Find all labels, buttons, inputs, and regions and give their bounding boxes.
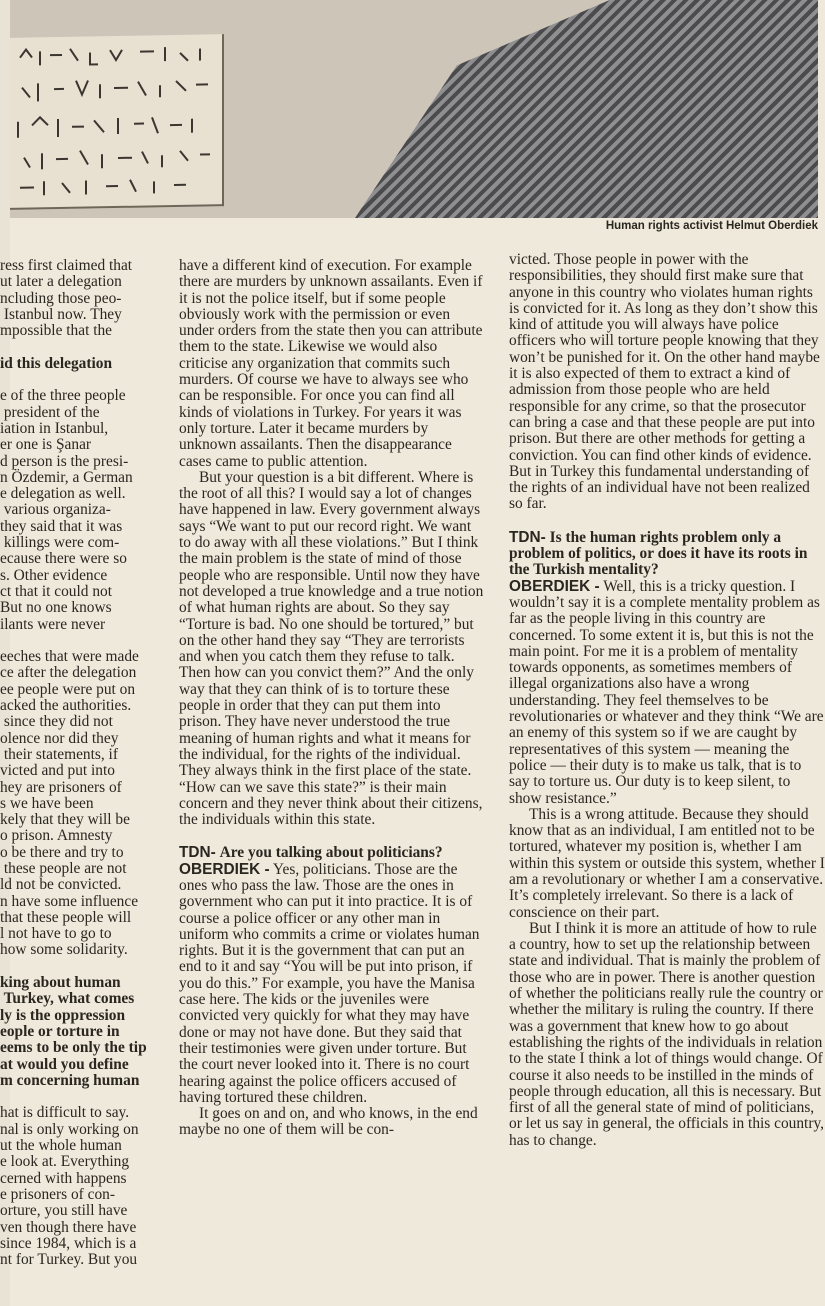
question <box>509 530 825 579</box>
column-1-line: kely that they will be <box>0 811 130 829</box>
embroidered-fabric <box>10 34 224 210</box>
column-1-line: these people are not <box>0 859 127 877</box>
column-1-line: s. Other evidence <box>0 566 108 584</box>
answer-text: Yes, politicians. Those are the ones who pass the law. Those are the ones in government who can put it into practice. It is of course a police officer or any other man in uniform who commits a crime or violates human rights. But it is the government that can put an end to it and say “You will be put into prison, if you do this.” For example, you have the Manisa case here. The kids or the juveniles were convicted very quickly for what they may have done or may not have done. But they said that their testimonies were given under torture. But the court never looked into it. There is no court hearing against the police officers accused of having tortured these children. <box>179 860 480 1106</box>
column-1-line: ven though there have <box>0 1218 137 1236</box>
column-1-line: ilants were never <box>0 615 106 633</box>
column-1-line: ce after the delegation <box>0 664 137 682</box>
striped-shirt <box>355 0 818 218</box>
column-1-line: e of the three people <box>0 387 126 405</box>
column-1-line: n have some influence <box>0 892 139 910</box>
column-1-line: since they did not <box>0 713 113 731</box>
column-1-line: m concerning human <box>0 1071 140 1089</box>
paragraph: have a different kind of execution. For example there are murders by unknown assailants. Even if it is not the police itself, but if some people obviously work with the permission or even under orders from the state then you can attribute them to the state. Likewise we would also criticise any organization that commits such murders. Of course we have to always see who can be responsible. For once you can find all kinds of violations in Turkey. For years it was only torture. Later it became murders by unknown assailants. Then the disappearance cases came to public attention. <box>179 258 483 470</box>
column-1-line: president of the <box>0 403 100 421</box>
column-1-line <box>0 633 164 649</box>
paragraph: But your question is a bit different. Where is the root of all this? I would say a lot of changes have happened in law. Every government always says “We want to put our record right. We want to do away with all these violations.” But I think the main problem is the state of mind of those people who are responsible. Until now they have not developed a true knowledge and a true notion of what human rights are about. So they say “Torture is bad. No one should be tortured,” but on the other hand they say “They are terrorists and when you catch them they refuse to talk. Then how can you convict them?” And the only way that they can think of is to torture these people in order that they can put them into prison. They have never understood the true meaning of human rights and what it means for the individual, for the rights of the individual. They always think in the first place of the state. “How can we save this state?” is their main concern and they never think about their citizens, the individuals within this state. <box>179 468 484 829</box>
column-1-line: hat is difficult to say. <box>0 1104 130 1122</box>
column-1-line: ly is the oppression <box>0 1006 126 1024</box>
column-1 <box>0 258 164 1306</box>
paragraph: victed. Those people in power with the responsibilities, they should first make sure that anyone in this country who violates human rights is convicted for it. As long as they don’t show this kind of attitude you will always have police officers who will torture people knowing that they won’t be punished for it. On the other hand maybe it is also expected of them to extract a kind of admission from those people who are held responsible for any crime, so that the prosecutor can bring a case and that these people are put into prison. But there are other methods for getting a conviction. You can find other kinds of evidence. But in Turkey this fundamental understanding of the rights of an individual have not been realized so far. <box>509 252 820 513</box>
column-1-line: mpossible that the <box>0 322 112 340</box>
column-1-line: they said that it was <box>0 517 123 535</box>
question <box>179 845 486 861</box>
paragraph: This is a wrong attitude. Because they should know that as an individual, I am entitled not to be tortured, whatever my position is, whether I am within this system or outside this system, whether I am a revolutionary or whether I am a conservative. It’s completely irrelevant. So there is a lack of conscience on their part. <box>509 805 825 921</box>
column-1-line <box>0 959 164 975</box>
column-1-line: l not have to go to <box>0 925 112 943</box>
column-1-line: nal is only working on <box>0 1120 139 1138</box>
column-1-line: d person is the presi- <box>0 452 129 470</box>
oberdiek-label: OBERDIEK - <box>179 860 270 878</box>
column-1-line: n Özdemir, a German <box>0 468 133 486</box>
column-1-line: at would you define <box>0 1055 129 1073</box>
column-1-line: various organiza- <box>0 501 111 519</box>
column-1-line: king about human <box>0 974 121 992</box>
question-text: Are you talking about politicians? <box>219 844 443 862</box>
column-1-line: cerned with happens <box>0 1169 127 1187</box>
column-1-line: their statements, if <box>0 745 118 763</box>
column-1-line: eople or torture in <box>0 1022 120 1040</box>
column-1-line: Turkey, what comes <box>0 990 135 1008</box>
column-1-line: s we have been <box>0 794 94 812</box>
column-1-line: ncluding those peo- <box>0 289 122 307</box>
paragraph: It goes on and on, and who knows, in the end maybe no one of them will be con- <box>179 1105 478 1139</box>
column-1-line: ut the whole human <box>0 1137 122 1155</box>
column-1-line: ecause there were so <box>0 550 127 568</box>
column-1-line: victed and put into <box>0 762 115 780</box>
column-1-line: eeches that were made <box>0 648 139 666</box>
column-1-line: o prison. Amnesty <box>0 827 113 845</box>
answer-text: Well, this is a tricky question. I wouldn’t say it is a complete mentality problem as far as the people living in this country are concerned. To some extent it is, but this is not the main point. For me it is a problem of mentality towards opponents, as sometimes members of illegal organizations also have a wrong understanding. They feel themselves to be revolutionaries or whatever and they think “We are an enemy of this system so if we are caught by representatives of this system — meaning the police — their duty is to make us talk, that is to say to torture us. Our duty is to keep silent, to show resistance.” <box>509 577 824 807</box>
column-1-line <box>0 339 164 355</box>
photo-caption: Human rights activist Helmut Oberdiek <box>605 220 818 232</box>
column-1-line: acked the authorities. <box>0 697 132 715</box>
column-1-line: ee people were put on <box>0 680 136 698</box>
column-2 <box>179 258 486 1306</box>
column-1-line: killings were com- <box>0 534 120 552</box>
answer <box>509 579 825 807</box>
question-text: Is the human rights problem only a problem of politics, or does it have its roots in the Turkish mentality? <box>509 528 808 579</box>
column-3 <box>509 252 825 1306</box>
column-1-line: But no one knows <box>0 599 112 617</box>
photo <box>10 0 818 218</box>
column-1-line: er one is Şanar <box>0 436 92 454</box>
column-1-line: e delegation as well. <box>0 485 126 503</box>
column-1-line: e look at. Everything <box>0 1153 130 1171</box>
column-1-line: that these people will <box>0 908 132 926</box>
column-1-line: since 1984, which is a <box>0 1234 137 1252</box>
column-1-line: iation in Istanbul, <box>0 419 109 437</box>
paragraph: But I think it is more an attitude of how to rule a country, how to set up the relationship between state and individual. That is mainly the problem of those who are in power. There is another question of whether the politicians really rule the country or whether the military is ruling the country. If there was a government that knew how to go about establishing the rights of the individuals in relation to the state I think a lot of things would change. Of course it also needs to be instilled in the minds of people through education, all this is necessary. But first of all the general state of mind of politicians, or let us say in general, the officials in this country, has to change. <box>509 919 825 1149</box>
column-1-line: ress first claimed that <box>0 258 133 274</box>
column-1-line: hey are prisoners of <box>0 778 122 796</box>
column-1-line: ct that it could not <box>0 582 112 600</box>
column-1-line: olence nor did they <box>0 729 119 747</box>
column-1-line: ld not be convicted. <box>0 876 122 894</box>
tdn-label: TDN- <box>179 844 216 862</box>
column-1-line: Istanbul now. They <box>0 305 122 323</box>
tdn-label: TDN- <box>509 528 546 546</box>
column-1-line: id this delegation <box>0 354 113 372</box>
column-1-line: orture, you still have <box>0 1202 128 1220</box>
column-1-line: e prisoners of con- <box>0 1185 115 1203</box>
oberdiek-label: OBERDIEK - <box>509 577 600 595</box>
column-1-line: eems to be only the tip <box>0 1039 147 1057</box>
column-1-line <box>0 1089 164 1105</box>
answer <box>179 862 486 1106</box>
column-1-line <box>0 372 164 388</box>
column-1-line: ut later a delegation <box>0 273 122 291</box>
column-1-line: o be there and try to <box>0 843 124 861</box>
column-1-line: nt for Turkey. But you <box>0 1251 138 1269</box>
column-1-line: how some solidarity. <box>0 941 128 959</box>
